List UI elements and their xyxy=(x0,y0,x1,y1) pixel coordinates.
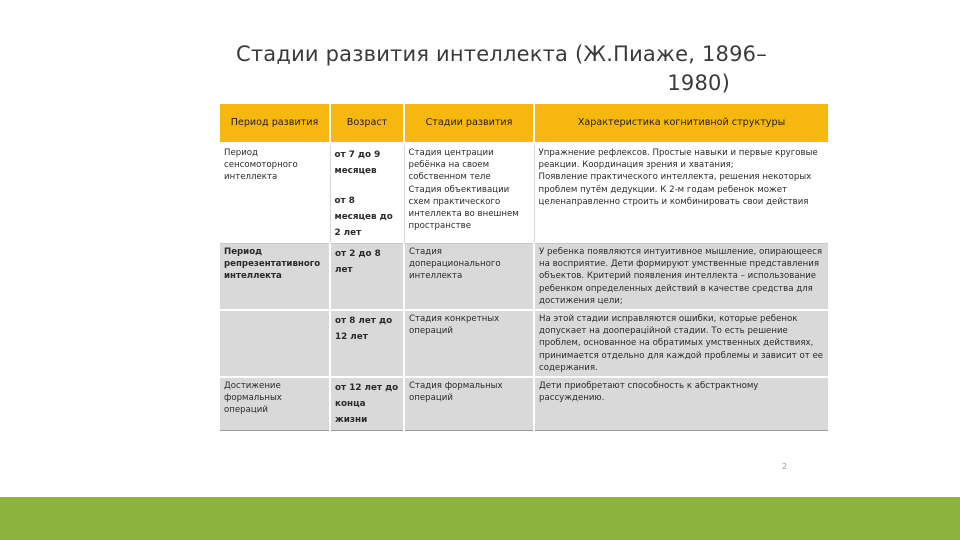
characteristics-cell: Дети приобретают способность к абстрактному рассуждению. xyxy=(534,377,828,431)
age-cell: от 2 до 8 лет xyxy=(330,244,404,311)
characteristics-cell xyxy=(534,144,828,244)
age-cell xyxy=(330,144,404,244)
slide-title-line-1: Стадии развития интеллекта (Ж.Пиаже, 1896– xyxy=(236,42,767,66)
header-age: Возраст xyxy=(330,104,404,144)
page-number: 2 xyxy=(782,462,788,471)
period-label: Период сенсомоторного интеллекта xyxy=(224,148,298,183)
period-cell xyxy=(220,310,330,377)
age-label: от 8 месяцев до 2 лет xyxy=(334,196,393,238)
table-row-concrete-operations xyxy=(220,310,828,377)
table-header-row xyxy=(220,104,828,144)
table-row-preoperational xyxy=(220,244,828,311)
characteristics-cell: На этой стадии исправляются ошибки, которые ребенок допускает на доопераційной стадии. То есть решение проблем, основанное на обратимых умственных действиях, принимается отдельно для каждой проблемы и зависит от ее содержания. xyxy=(534,310,828,377)
header-stages: Стадии развития xyxy=(404,104,534,144)
period-cell xyxy=(220,144,330,244)
stage-label: Стадия центрации ребёнка на своем собственном теле xyxy=(408,148,494,183)
table-row-formal-operations xyxy=(220,377,828,431)
stage-cell xyxy=(404,144,534,244)
period-cell: Достижение формальных операций xyxy=(220,377,330,431)
period-label: Период репрезентативного интеллекта xyxy=(224,247,321,282)
stage-cell: Стадия доперационального интеллекта xyxy=(404,244,534,311)
stage-cell: Стадия конкретных операций xyxy=(404,310,534,377)
slide-title-line-2: 1980) xyxy=(667,71,730,95)
age-cell: от 12 лет до конца жизни xyxy=(330,377,404,431)
period-cell xyxy=(220,244,330,311)
characteristics-cell: У ребенка появляются интуитивное мышление, опирающееся на восприятие. Дети формируют умственные представления объектов. Критерий появления интеллекта – использование ребенком определенных действий в качестве средства для достижения цели; xyxy=(534,244,828,311)
characteristics-text: Упражнение рефлексов. Простые навыки и первые круговые реакции. Координация зрения и хватания; xyxy=(538,148,818,171)
age-label: от 7 до 9 месяцев xyxy=(334,150,381,176)
characteristics-text: Появление практического интеллекта, решения некоторых проблем путём дедукции. К 2-м годам ребенок может целенаправленно строить и комбинировать свои действия xyxy=(538,172,812,207)
footer-accent-bar xyxy=(0,497,960,540)
stage-label: Стадия объективации схем практического интеллекта во внешнем пространстве xyxy=(408,184,519,232)
header-period: Период развития xyxy=(220,104,330,144)
slide-title xyxy=(236,40,767,98)
piaget-stages-table xyxy=(220,104,828,431)
table-row-sensorimotor xyxy=(220,144,828,244)
age-cell: от 8 лет до 12 лет xyxy=(330,310,404,377)
stage-cell: Стадия формальных операций xyxy=(404,377,534,431)
header-characteristics: Характеристика когнитивной структуры xyxy=(534,104,828,144)
